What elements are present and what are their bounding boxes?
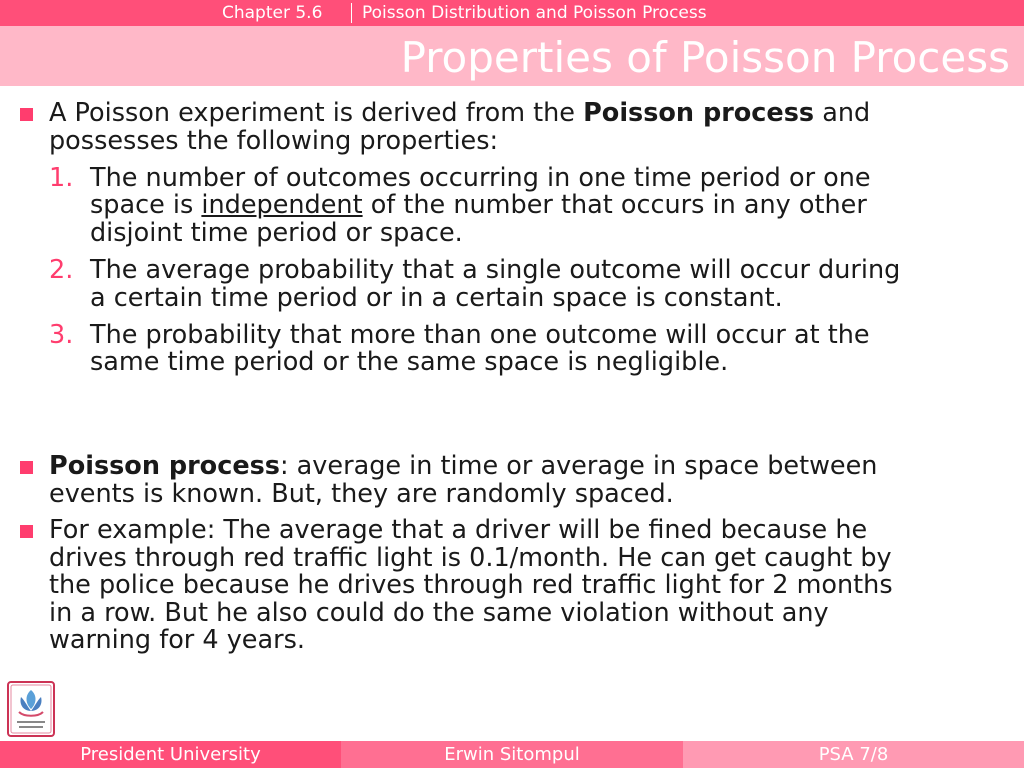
bullet-marker-icon (20, 461, 33, 474)
slide-title: Properties of Poisson Process (400, 33, 1010, 82)
intro-text-b: and (814, 98, 871, 128)
footer-page-number: PSA 7/8 (683, 741, 1024, 768)
bullet-marker-icon (20, 525, 33, 538)
property-3-line-1: The probability that more than one outcome will occur at the (90, 319, 870, 350)
property-3-line-2: same time period or the same space is negligible. (90, 347, 729, 377)
example-line-3: the police because he drives through red traffic light for 2 months (49, 570, 893, 600)
example-line-5: warning for 4 years. (49, 625, 305, 655)
example-line-2: drives through red traffic light is 0.1/month. He can get caught by (49, 542, 892, 573)
property-1-line-3: disjoint time period or space. (90, 217, 463, 248)
chapter-label: Chapter 5.6 (222, 3, 323, 23)
intro-line-1 (49, 100, 870, 128)
process-term-poisson-process: Poisson process (49, 451, 280, 481)
property-2-line-1: The average probability that a single outcome will occur during (90, 255, 901, 285)
property-1-text-b: of the number that occurs in any other (362, 190, 867, 220)
top-bar (0, 0, 1024, 26)
example-line-1: For example: The average that a driver will be fined because he (49, 515, 868, 545)
university-logo (7, 681, 55, 737)
property-1-text-a: space is (90, 190, 202, 220)
university-logo-icon (7, 681, 55, 737)
footer (0, 741, 1024, 768)
intro-text-a: A Poisson experiment is derived from the (49, 98, 584, 128)
process-line-1 (49, 453, 877, 481)
intro-term-poisson-process: Poisson process (583, 98, 815, 128)
property-1-line-2 (90, 192, 867, 220)
process-line-2: events is known. But, they are randomly spaced. (49, 478, 674, 509)
footer-institution: President University (0, 741, 341, 768)
property-1-term-independent: independent (201, 190, 363, 220)
example-line-4: in a row. But he also could do the same violation without any (49, 597, 829, 628)
property-number-3: 3. (49, 319, 74, 350)
intro-line-2: possesses the following properties: (49, 125, 499, 156)
property-number-1: 1. (49, 162, 74, 193)
bullet-marker-icon (20, 108, 33, 121)
footer-author: Erwin Sitompul (341, 741, 683, 768)
property-2-line-2: a certain time period or in a certain space is constant. (90, 282, 783, 313)
property-number-2: 2. (49, 255, 74, 285)
topic-label: Poisson Distribution and Poisson Process (362, 3, 707, 23)
property-1-line-1: The number of outcomes occurring in one time period or one (90, 162, 871, 193)
process-text: : average in time or average in space between (279, 451, 878, 481)
header-divider (351, 3, 352, 23)
